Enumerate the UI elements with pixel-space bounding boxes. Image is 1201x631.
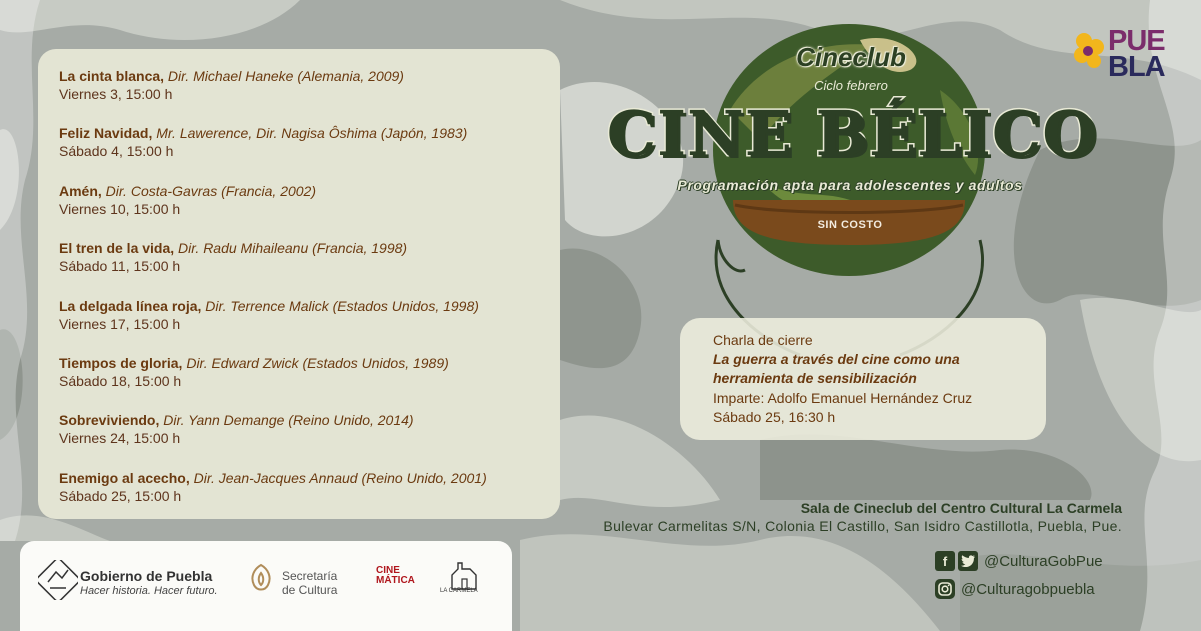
talk-label: Charla de cierre	[713, 332, 813, 348]
film-title: Feliz Navidad,	[59, 125, 153, 142]
instagram-handle[interactable]: @Culturagobpuebla	[961, 580, 1095, 598]
twitter-icon[interactable]	[958, 551, 978, 571]
facebook-icon[interactable]: f	[935, 551, 955, 571]
cinematica-line-2: MÁTICA	[376, 575, 415, 586]
film-title: La cinta blanca,	[59, 68, 165, 84]
closing-talk-panel	[680, 318, 1046, 440]
puebla-logo-top: PUE	[1108, 25, 1165, 57]
film-date: Viernes 10, 15:00 h	[59, 200, 181, 217]
venue-address: Bulevar Carmelitas S/N, Colonia El Castillo, San Isidro Castillotla, Puebla, Pue.	[603, 518, 1122, 534]
social-row-instagram	[935, 579, 1095, 599]
price-label: SIN COSTO	[817, 219, 883, 231]
film-item	[59, 411, 560, 468]
cinematica-logo	[376, 566, 415, 586]
film-date: Sábado 25, 15:00 h	[59, 487, 182, 504]
film-title: Enemigo al acecho,	[59, 469, 190, 486]
film-director: Mr. Lawerence, Dir. Nagisa Ôshima (Japón, 1983)	[152, 125, 468, 142]
film-date: Sábado 4, 15:00 h	[59, 143, 174, 160]
film-director: Dir. Michael Haneke (Alemania, 2009)	[164, 68, 404, 84]
gobierno-motto: Hacer historia. Hacer futuro.	[80, 585, 218, 597]
talk-title-line-2: herramienta de sensibilización	[713, 370, 917, 387]
cineclub-label: Cineclub	[796, 42, 906, 72]
film-director: Dir. Jean-Jacques Annaud (Reino Unido, 2001)	[189, 469, 487, 486]
film-item	[59, 239, 560, 296]
footer-logos	[20, 541, 512, 631]
film-date: Viernes 3, 15:00 h	[59, 86, 173, 102]
audience-subtitle: Programación apta para adolescentes y adultos	[677, 177, 1023, 193]
film-director: Dir. Radu Mihaileanu (Francia, 1998)	[174, 240, 408, 257]
secretaria-cultura-icon	[246, 563, 276, 595]
film-director: Dir. Yann Demange (Reino Unido, 2014)	[159, 412, 414, 429]
film-director: Dir. Costa-Gavras (Francia, 2002)	[101, 182, 317, 199]
film-date: Sábado 18, 15:00 h	[59, 372, 182, 389]
la-carmela-label: LA CARMELA	[440, 588, 478, 594]
film-title: Sobreviviendo,	[59, 412, 160, 429]
instagram-icon[interactable]	[935, 579, 955, 599]
social-row-facebook-twitter	[935, 551, 1103, 571]
puebla-logo-bottom: BLA	[1108, 51, 1165, 83]
puebla-flower-icon	[1070, 31, 1110, 81]
film-title: El tren de la vida,	[59, 240, 175, 257]
film-title: Tiempos de gloria,	[59, 354, 183, 371]
secretaria-line-2: de Cultura	[282, 583, 338, 597]
film-item	[59, 354, 560, 411]
film-item	[59, 469, 560, 526]
film-item	[59, 124, 560, 181]
film-title: La delgada línea roja,	[59, 297, 202, 314]
film-director: Dir. Terrence Malick (Estados Unidos, 1998)	[201, 297, 479, 314]
cycle-label: Ciclo febrero	[814, 78, 888, 93]
film-date: Sábado 11, 15:00 h	[59, 258, 181, 275]
talk-date: Sábado 25, 16:30 h	[713, 408, 836, 425]
twitter-facebook-handle[interactable]: @CulturaGobPue	[984, 552, 1103, 570]
gobierno-name: Gobierno de Puebla	[80, 568, 213, 584]
cinematica-line-1: CINE	[376, 565, 400, 576]
film-date: Viernes 24, 15:00 h	[59, 430, 181, 447]
film-item	[59, 67, 560, 124]
venue-name: Sala de Cineclub del Centro Cultural La Carmela	[800, 500, 1122, 516]
secretaria-line-1: Secretaría	[282, 569, 338, 583]
talk-speaker: Imparte: Adolfo Emanuel Hernández Cruz	[713, 389, 973, 406]
film-item	[59, 297, 560, 354]
schedule-panel	[38, 49, 560, 519]
film-item	[59, 182, 560, 239]
main-title: CINE BÉLICO	[606, 97, 1098, 170]
film-date: Viernes 17, 15:00 h	[59, 315, 181, 332]
puebla-logo	[1070, 27, 1170, 87]
film-title: Amén,	[59, 182, 102, 199]
talk-title-line-1: La guerra a través del cine como una	[713, 351, 960, 368]
gobierno-puebla-seal-icon	[38, 560, 78, 600]
film-director: Dir. Edward Zwick (Estados Unidos, 1989)	[182, 354, 449, 371]
